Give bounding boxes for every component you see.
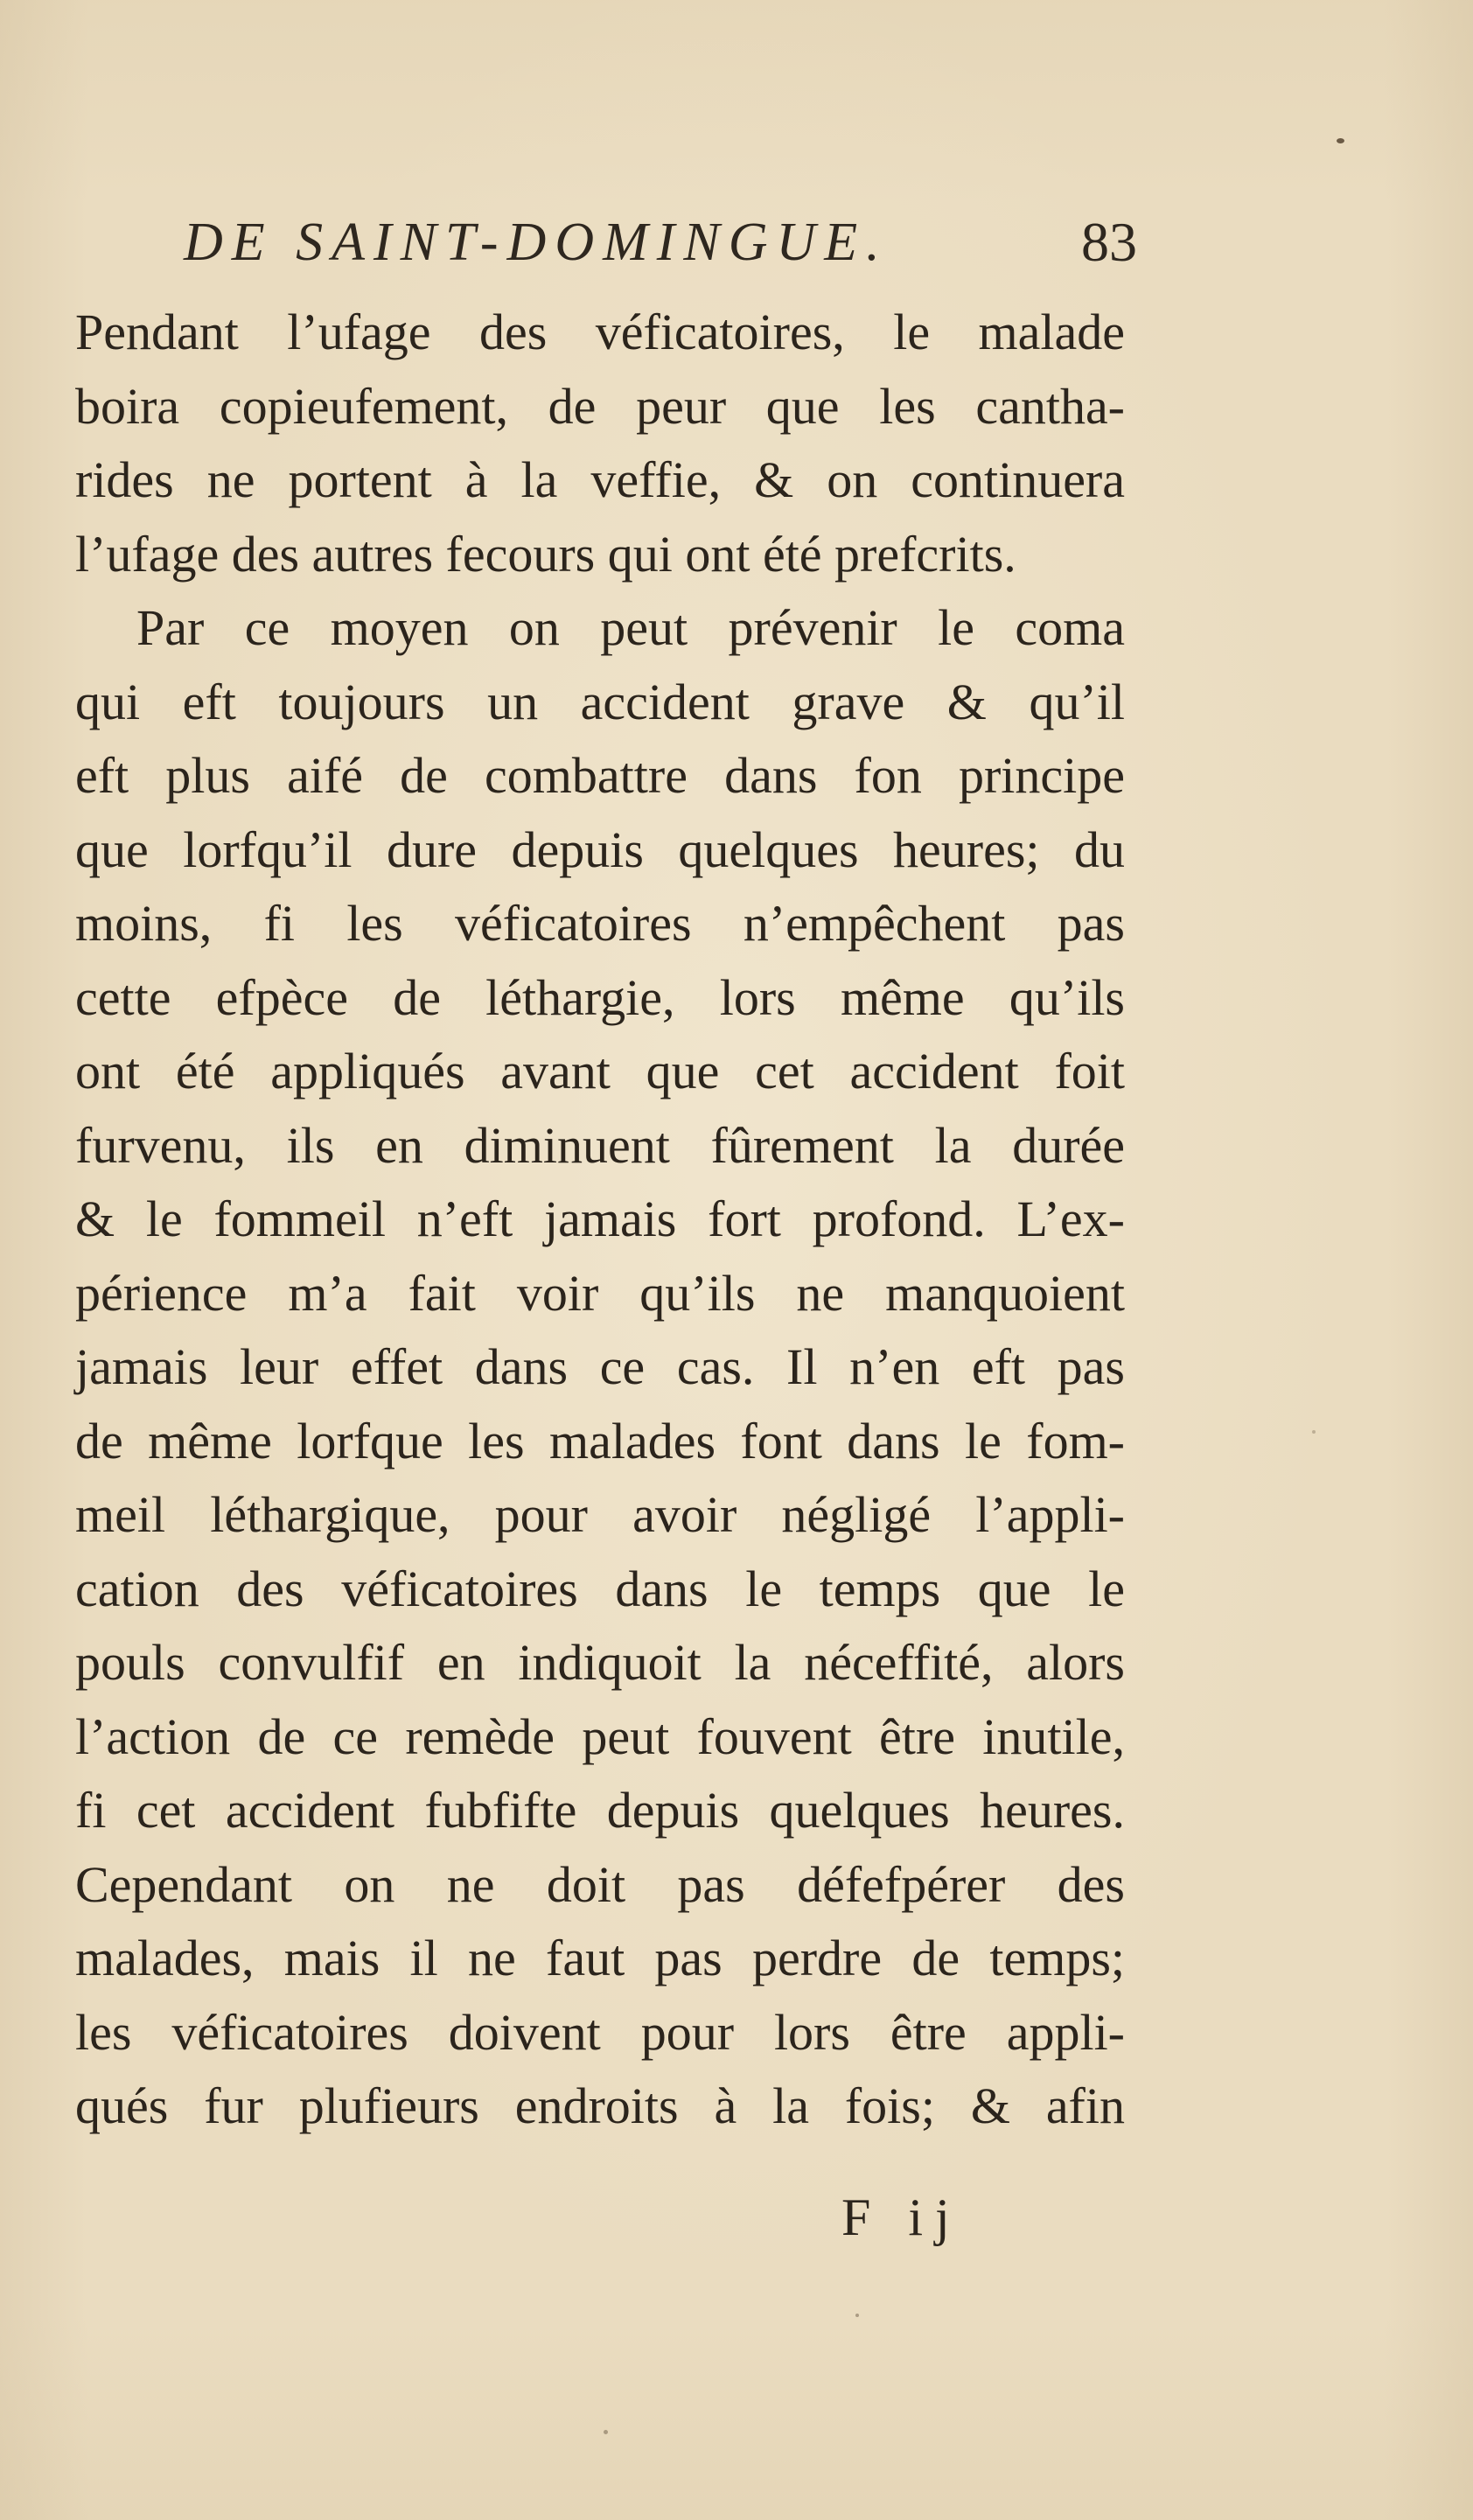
text-line: cette efpèce de léthargie, lors même qu’ils [75,968,1125,1026]
text-line: boira copieufement, de peur que les cantha- [75,377,1125,435]
text-line: jamais leur effet dans ce cas. Il n’en eft pas [75,1338,1125,1395]
page-header [184,203,1137,282]
text-line: pouls convulfif en indiquoit la néceffité, alors [75,1634,1125,1691]
text-line: eft plus aifé de combattre dans fon principe [75,747,1125,804]
text-line: Pendant l’ufage des véficatoires, le malade [75,304,1125,360]
text-line: rides ne portent à la veffie, & on continuera [75,451,1125,508]
text-line: moins, fi les véficatoires n’empêchent pas [75,895,1125,952]
text-line: furvenu, ils en diminuent fûrement la durée [75,1116,1125,1174]
text-line: de même lorfque les malades font dans le fom- [75,1412,1125,1469]
text-line: que lorfqu’il dure depuis quelques heures; du [75,820,1125,878]
text-line: meil léthargique, pour avoir négligé l’appli- [75,1486,1125,1543]
text-line: Cependant on ne doit pas défefpérer des [75,1855,1125,1913]
body-text [75,296,1125,2144]
paper-speck [604,2430,608,2434]
page-number: 83 [1081,211,1137,273]
text-line: fi cet accident fubfifte depuis quelques heures. [75,1782,1125,1839]
paper-speck [855,2314,859,2317]
text-line: l’ufage des autres fecours qui ont été prefcrits. [75,525,1016,583]
text-line: qués fur plufieurs endroits à la fois; & afin [75,2077,1125,2134]
paper-speck [1312,1430,1316,1434]
text-line: périence m’a fait voir qu’ils ne manquoient [75,1264,1125,1322]
text-line: malades, mais il ne faut pas perdre de temps; [75,1930,1125,1986]
paper-speck [1337,138,1344,143]
text-line: Par ce moyen on peut prévenir le coma [136,599,1125,656]
text-line: qui eft toujours un accident grave & qu’il [75,673,1125,730]
text-line: cation des véficatoires dans le temps que le [75,1560,1125,1617]
text-line: l’action de ce remède peut fouvent être inutile, [75,1707,1125,1765]
running-head: DE SAINT-DOMINGUE. [184,213,889,272]
text-line: ont été appliqués avant que cet accident foit [75,1043,1125,1099]
text-line: les véficatoires doivent pour lors être appli- [75,2003,1125,2061]
signature-mark: F ij [841,2188,962,2246]
text-line: & le fommeil n’eft jamais fort profond. L’ex- [75,1190,1125,1247]
